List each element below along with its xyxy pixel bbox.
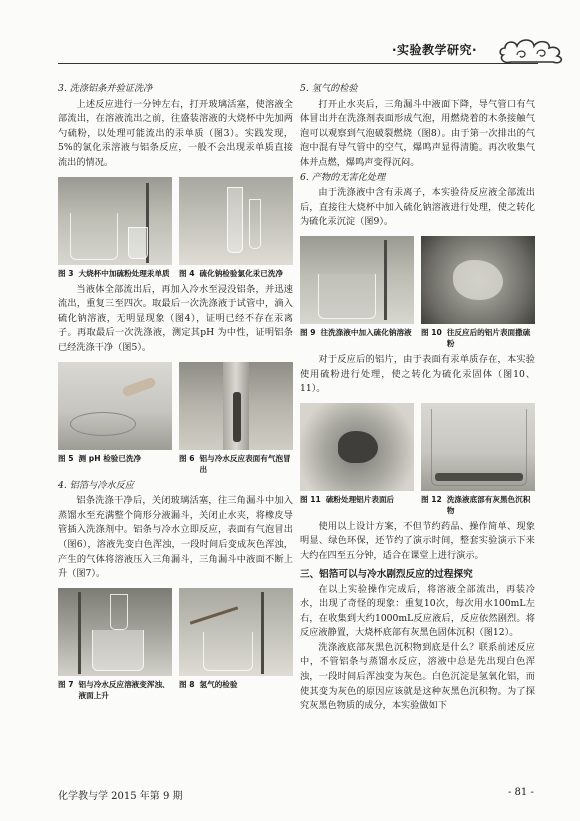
figure-8 xyxy=(179,588,293,701)
paragraph: 打开止水夹后，三角漏斗中液面下降，导气管口有气体冒出并在洗涤剂表面形成气泡，用燃烧着的木条接触气泡可以观察到气泡破裂燃烧（图8）。由于第一次排出的气泡中混有导气管中的空气，爆鸣声显得清脆。再次收集气体并点燃，爆鸣声变得沉闷。 xyxy=(300,98,535,168)
paragraph: 铝条洗涤干净后，关闭玻璃活塞，往三角漏斗中加入蒸馏水至充满整个筒形分液漏斗，关闭止水夹，将橡皮导管插入洗涤剂中。铝条与冷水立即反应，表面有气泡冒出（图6），溶液先变白色浑浊，一段时间后变成灰色浑浊，产生的气体将溶液压入三角漏斗，三角漏斗中液面不断上升（图7）。 xyxy=(58,495,293,580)
figure-11-photo xyxy=(300,403,414,491)
figure-6 xyxy=(179,362,293,475)
figure-12-caption: 图 12 洗涤液底部有灰黑色沉积物 xyxy=(421,494,531,515)
section-4-title: 4. 铝箔与冷水反应 xyxy=(58,479,134,491)
paragraph: 当液体全部流出后，再加入冷水至浸没铝条，并迅速流出，重复三至四次。取最后一次洗涤液于试管中，滴入硫化钠溶液，无明显现象（图4），证明已经不存在汞离子。再取最后一次洗涤液，测定其pH 为中性，证明铝条已经洗涤干净（图5）。 xyxy=(58,283,293,353)
figure-row xyxy=(300,403,535,516)
figure-10-photo xyxy=(421,236,535,324)
figure-12-photo xyxy=(421,403,535,491)
figure-8-photo xyxy=(179,588,293,676)
figure-11-caption: 图 11 硫粉处理铝片表面后 xyxy=(300,494,395,504)
figure-3-photo xyxy=(58,177,172,265)
left-column xyxy=(58,82,293,705)
paragraph: 上述反应进行一分钟左右，打开玻璃活塞，使溶液全部流出，在溶液流出之前，往盛装溶液的大烧杯中先加两勺硫粉，以处理可能流出的汞单质（图3）。实践发现，5%的氯化汞溶液与铝条反应，一般不会出现汞单质直接流出的情况。 xyxy=(58,98,293,168)
figure-8-caption: 图 8 氢气的检验 xyxy=(179,679,238,689)
section-header-title: ·实验教学研究· xyxy=(392,43,478,57)
header-rule xyxy=(58,63,538,64)
figure-12 xyxy=(421,403,535,516)
figure-5 xyxy=(58,362,172,475)
figure-row xyxy=(58,177,293,279)
figure-6-photo xyxy=(179,362,293,450)
figure-4-caption: 图 4 硫化钠检验氯化汞已洗净 xyxy=(179,268,284,278)
figure-9-photo xyxy=(300,236,414,324)
figure-10 xyxy=(421,236,535,349)
footer-journal: 化学教与学 2015 年第 9 期 xyxy=(58,791,183,802)
paragraph: 洗涤液底部灰黑色沉积物到底是什么？联系前述反应中，不管铝条与蒸馏水反应，溶液中总是先出现白色浑浊，一段时间后浑浊变为灰色。白色沉淀是氢氧化铝，而使其变为灰色的原因应该就是这种灰黑色沉积物。为了探究灰黑色物质的成分，本实验做如下 xyxy=(300,641,535,712)
figure-row xyxy=(58,588,293,701)
paragraph: 由于洗涤液中含有汞离子，本实验待反应液全部流出后，直接往大烧杯中加入硫化钠溶液进行处理，使之转化为硫化汞沉淀（图9）。 xyxy=(300,187,535,228)
paragraph: 使用以上设计方案，不但节约药品、操作简单、现象明显、绿色环保，还节约了演示时间，整套实验演示下来大约在四至五分钟，适合在课堂上进行演示。 xyxy=(300,520,535,561)
figure-7 xyxy=(58,588,172,701)
figure-4-photo xyxy=(179,177,293,265)
figure-5-photo xyxy=(58,362,172,450)
figure-row xyxy=(300,236,535,349)
paragraph: 在以上实验操作完成后，将溶液全部流出，再装冷水，出现了奇怪的现象：重复10次，每次用水100mL左右，在收集到大约1000mL反应液后，反应依然剧烈。将反应液静置，大烧杯底部有灰黑色固体沉积（图12）。 xyxy=(300,583,535,639)
figure-6-caption: 图 6 铝与冷水反应表面有气泡冒出 xyxy=(179,453,291,474)
section-main-title: 三、铝箔可以与冷水剧烈反应的过程探究 xyxy=(300,568,473,580)
figure-9 xyxy=(300,236,414,349)
figure-11 xyxy=(300,403,414,516)
cloud-ornament-icon xyxy=(497,33,571,67)
section-3-title: 3. 洗涤铝条并验证洗净 xyxy=(58,83,153,94)
figure-3-caption: 图 3 大烧杯中加硫粉处理汞单质 xyxy=(58,268,170,278)
paragraph: 对于反应后的铝片，由于表面有汞单质存在，本实验使用硫粉进行处理，使之转化为硫化汞固体（图10、11）。 xyxy=(300,353,535,395)
figure-10-caption: 图 10 往反应后的铝片表面撒硫粉 xyxy=(421,327,531,348)
figure-9-caption: 图 9 往洗涤液中加入硫化钠溶液 xyxy=(300,327,412,337)
figure-5-caption: 图 5 测 pH 检验已洗净 xyxy=(58,453,142,463)
section-5-title: 5. 氢气的检验 xyxy=(300,83,358,94)
figure-4 xyxy=(179,177,293,279)
figure-row xyxy=(58,362,293,475)
figure-3 xyxy=(58,177,172,279)
page-number: - 81 - xyxy=(508,787,534,798)
section-6-title: 6. 产物的无害化处理 xyxy=(300,171,386,183)
figure-7-photo xyxy=(58,588,172,676)
figure-7-caption: 图 7 铝与冷水反应溶液变浑浊、液面上升 xyxy=(58,679,170,700)
right-column xyxy=(300,82,535,714)
